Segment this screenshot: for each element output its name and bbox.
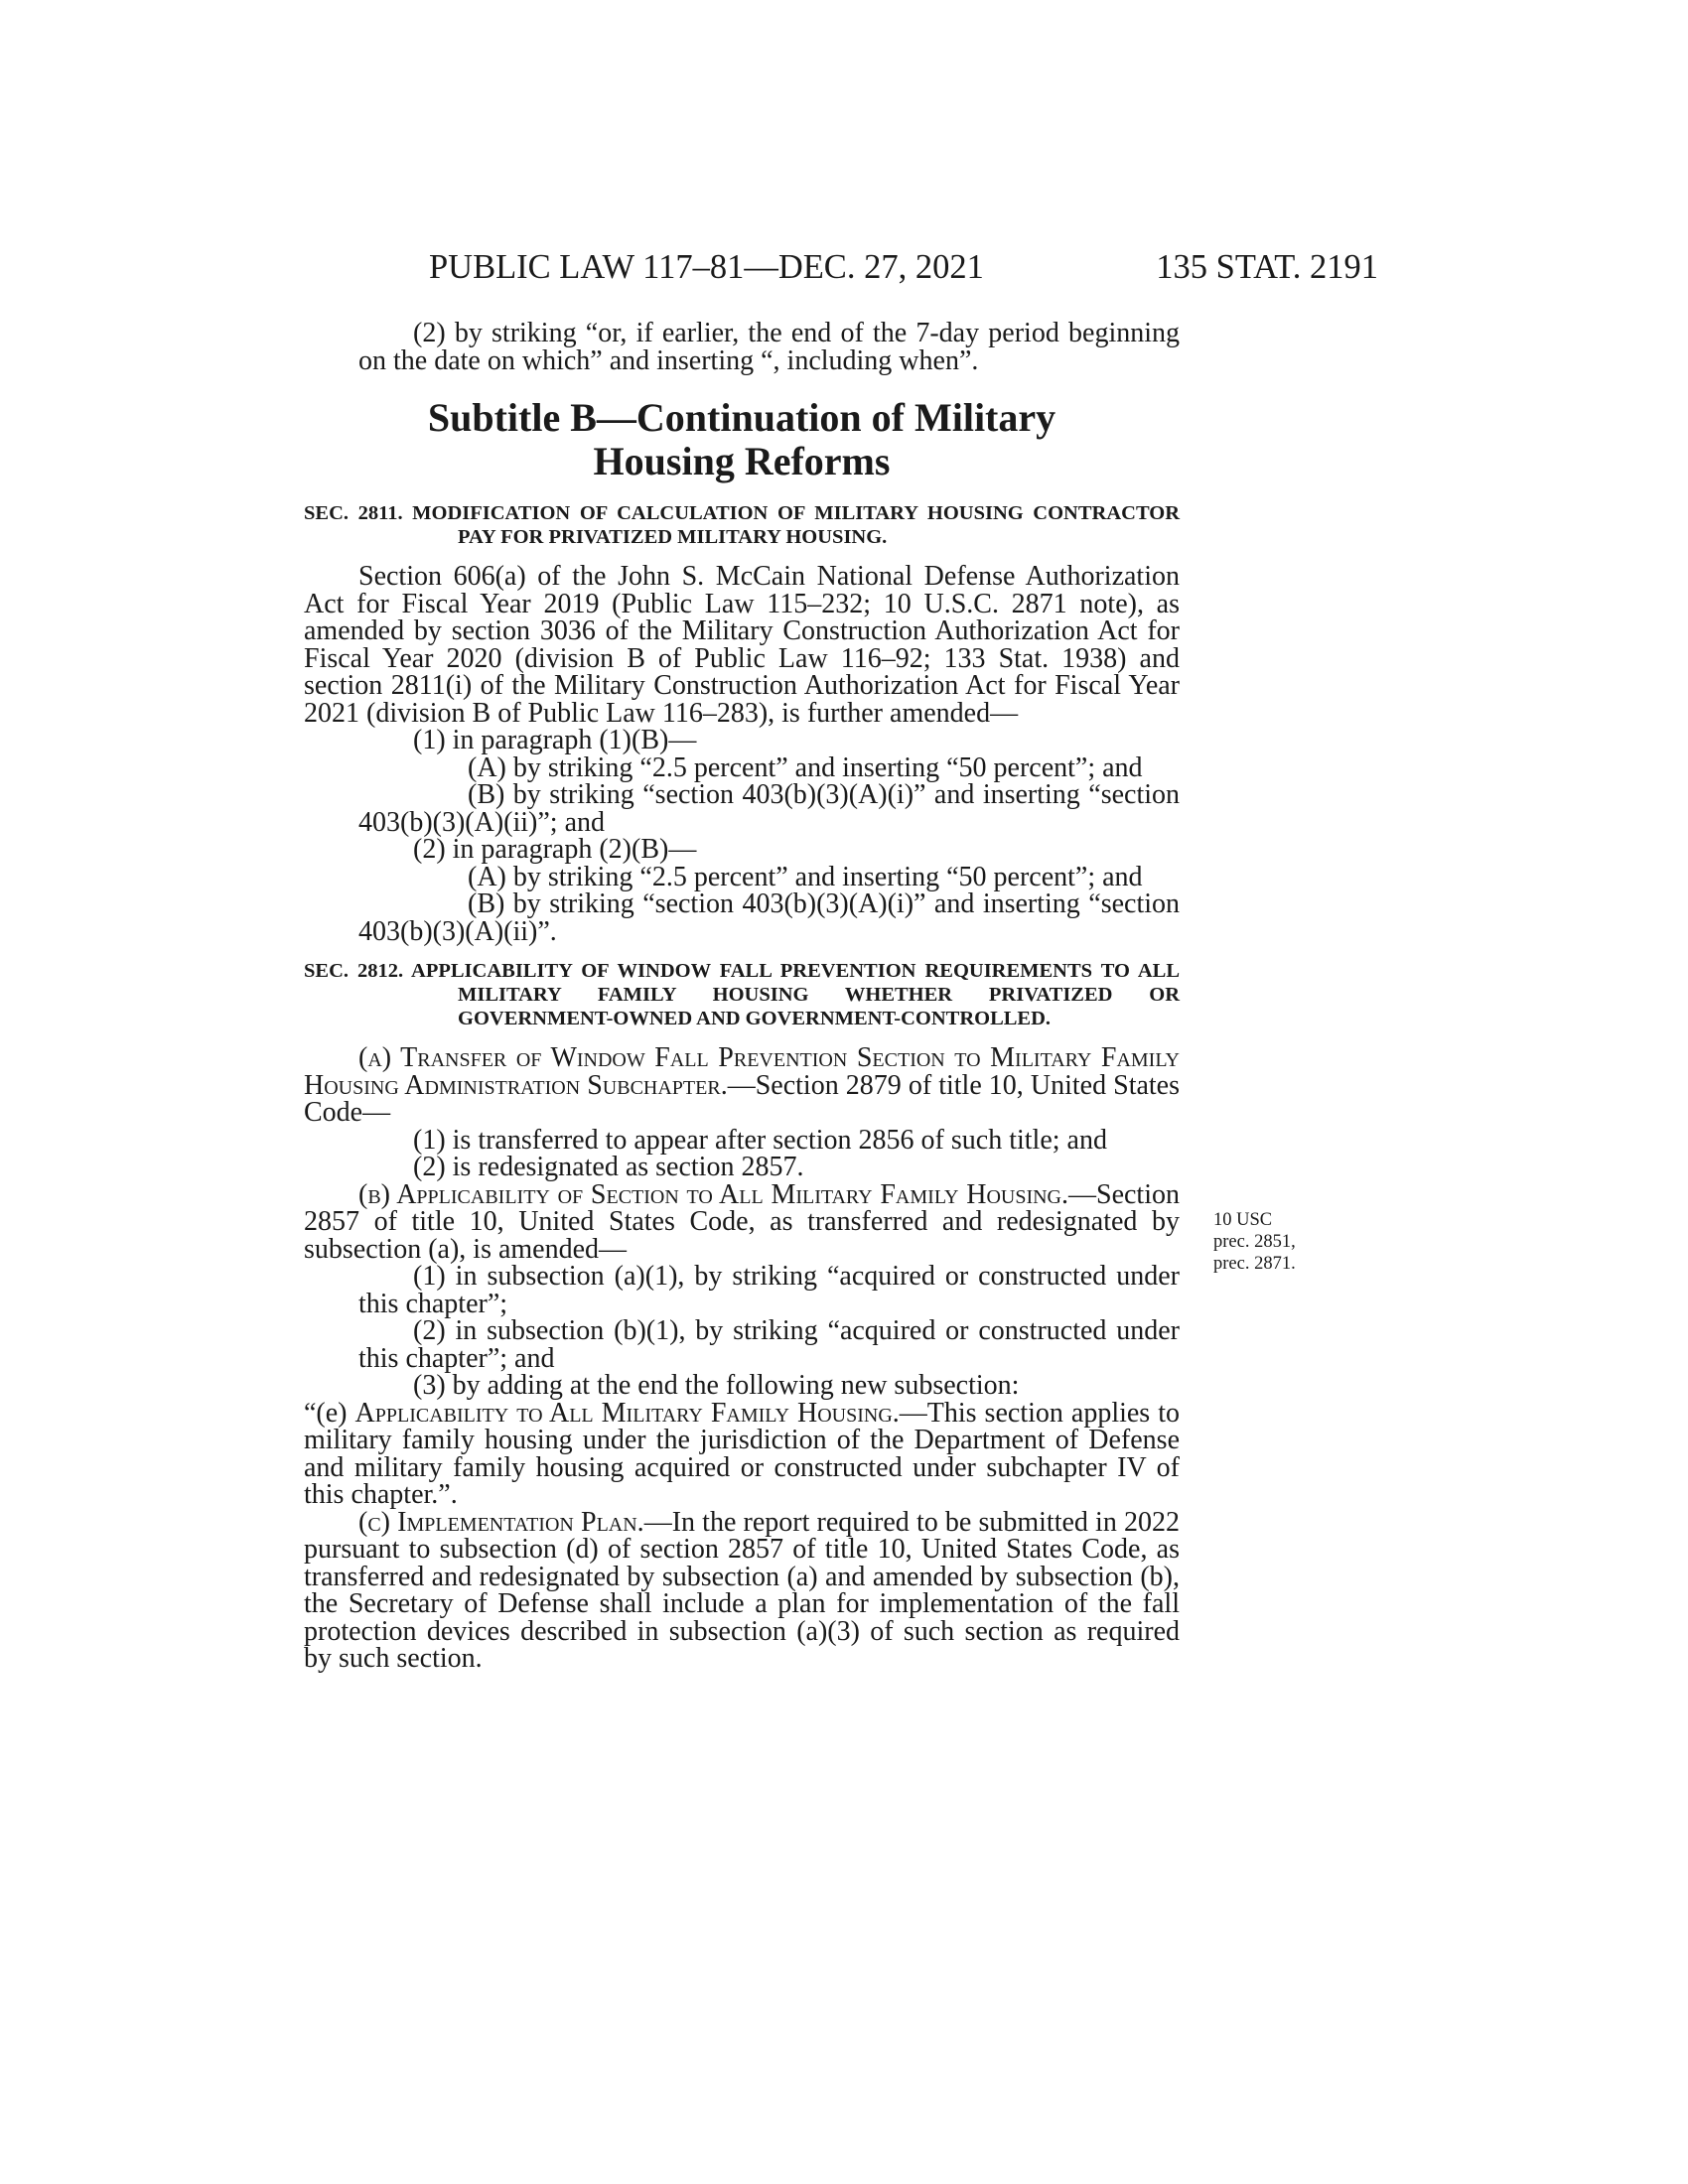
new-subsection-e-open: “(e) <box>304 1397 355 1429</box>
new-subsection-e-heading: Applicability to All Military Family Housing. <box>354 1397 900 1429</box>
page-header <box>429 245 1378 289</box>
subtitle-line-1: Subtitle B—Continuation of Military <box>427 395 1056 440</box>
subsection-c <box>304 1506 1180 1674</box>
margin-note-line-3: prec. 2871. <box>1213 1254 1296 1274</box>
subsection-a-text: —Section 2879 of title 10, United States Code— <box>304 1069 1181 1128</box>
subsection-b-heading: (b) Applicability of Section to All Military Family Housing. <box>358 1178 1068 1210</box>
new-subsection-e <box>304 1397 1180 1510</box>
section-2811-text: Section 606(a) of the John S. McCain National Defense Authorization Act for Fiscal Year 2019 (Public Law 115–232; 10 U.S.C. 2871 note), as amended by section 3036 of the Military Construction Authorization Act for Fiscal Year 2020 (division B of Public Law 116–92; 133 Stat. 1938) and section 2811(i) of the Military Construction Authorization Act for Fiscal Year 2021 (division B of Public Law 116–283), is further amended— <box>304 561 1180 729</box>
subtitle-heading <box>304 396 1180 483</box>
margin-note <box>1213 1209 1333 1275</box>
subsection-b <box>304 1178 1180 1265</box>
section-2811-paragraph-1b: (B) by striking “section 403(b)(3)(A)(i)” and inserting “section 403(b)(3)(A)(ii)”; and <box>358 779 1180 838</box>
subsection-a-heading: (a) Transfer of Window Fall Prevention Section to Military Family Housing Administration Subchapter. <box>304 1042 1180 1101</box>
subsection-a-paragraph-2: (2) is redesignated as section 2857. <box>413 1152 804 1182</box>
section-2811-paragraph-2b: (B) by striking “section 403(b)(3)(A)(i)” and inserting “section 403(b)(3)(A)(ii)”. <box>358 888 1180 947</box>
subtitle-line-2: Housing Reforms <box>593 439 891 483</box>
subsection-c-text: —In the report required to be submitted in 2022 pursuant to subsection (d) of section 2857 of title 10, United States Code, as transferred and redesignated by subsection (a) and amended by subsection (b), the Secretary of Defense shall include a plan for implementation of the fall protection devices described in subsection (a)(3) of such section as required by such section. <box>304 1506 1180 1674</box>
subsection-c-heading: (c) Implementation Plan. <box>358 1506 644 1538</box>
subsection-a-paragraph-1: (1) is transferred to appear after section 2856 of such title; and <box>413 1124 1107 1156</box>
margin-note-line-2: prec. 2851, <box>1213 1232 1296 1252</box>
section-2811-heading: SEC. 2811. MODIFICATION OF CALCULATION OF MILITARY HOUSING CONTRACTOR PAY FOR PRIVATIZED MILITARY HOUSING. <box>304 502 1180 548</box>
intro-paragraph: (2) by striking “or, if earlier, the end of the 7-day period beginning on the date on which” and inserting “, including when”. <box>358 318 1180 376</box>
subsection-b-paragraph-2: (2) in subsection (b)(1), by striking “acquired or constructed under this chapter”; and <box>358 1315 1180 1374</box>
margin-note-line-1: 10 USC <box>1213 1210 1273 1230</box>
section-2811-paragraph-1a: (A) by striking “2.5 percent” and inserting “50 percent”; and <box>468 751 1143 783</box>
subsection-b-text: —Section 2857 of title 10, United States Code, as transferred and redesignated by subsection (a), is amended— <box>304 1178 1180 1265</box>
public-law-citation: PUBLIC LAW 117–81—DEC. 27, 2021 <box>429 248 984 286</box>
subsection-b-paragraph-1: (1) in subsection (a)(1), by striking “acquired or constructed under this chapter”; <box>358 1261 1180 1319</box>
subsection-a <box>304 1044 1180 1127</box>
subsection-b-paragraph-3: (3) by adding at the end the following new subsection: <box>413 1370 1020 1401</box>
new-subsection-e-text: —This section applies to military family housing under the jurisdiction of the Department of Defense and military family housing acquired or constructed under subchapter IV of this chapter.”. <box>304 1397 1180 1510</box>
section-2812-heading: SEC. 2812. APPLICABILITY OF WINDOW FALL PREVENTION REQUIREMENTS TO ALL MILITARY FAMILY HOUSING WHETHER PRIVATIZED OR GOVERNMENT-OWNED AND GOVERNMENT-CONTROLLED. <box>304 960 1180 1029</box>
page-body <box>304 320 1180 1673</box>
section-2811-paragraph-1: (1) in paragraph (1)(B)— <box>413 725 697 755</box>
section-2811-paragraph-2: (2) in paragraph (2)(B)— <box>413 834 697 865</box>
section-2811-paragraph-2a: (A) by striking “2.5 percent” and inserting “50 percent”; and <box>468 861 1143 892</box>
statutes-page-number: 135 STAT. 2191 <box>1156 248 1378 286</box>
